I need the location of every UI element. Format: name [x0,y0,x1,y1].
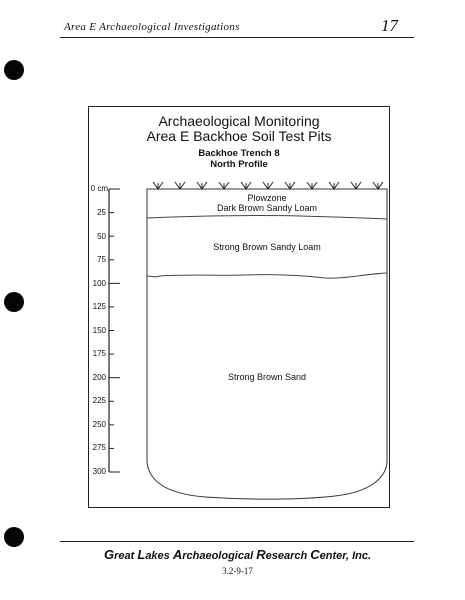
institution-initial: G [103,547,115,562]
grass-symbol [219,182,229,189]
grass-symbol [241,182,251,189]
grass-symbol [285,182,295,189]
page-code: 3.2-9-17 [222,566,253,576]
grass-symbol [153,182,163,189]
scale-label: 250 [92,420,106,429]
page-number: 17 [381,16,398,35]
institution-word-part: esearch [265,550,311,562]
scale-label: 150 [92,326,106,335]
loam-sand-boundary [147,273,387,278]
grass-symbol [197,182,207,189]
figure-subtitle-line1: Backhoe Trench 8 [198,148,280,159]
layer-label-strong-brown-sandy-loam: Strong Brown Sandy Loam [213,242,321,252]
plowzone-boundary [147,216,387,219]
scale-label: 50 [97,232,106,241]
scale-label: 0 cm [90,184,108,193]
grass-symbol [373,182,383,189]
institution-initial: C [310,547,320,562]
figure-title-line1: Archaeological Monitoring [158,113,320,129]
scale-label: 25 [97,208,106,217]
layer-label-strong-brown-sand: Strong Brown Sand [227,372,307,382]
layer-label-plowzone: Plowzone [247,193,287,203]
ground-surface-vegetation [153,182,383,189]
institution-word-part: enter, [319,550,353,562]
scale-label: 100 [92,279,106,288]
figure-title-line2: Area E Backhoe Soil Test Pits [146,128,332,144]
figure-subtitle-line2: North Profile [210,159,268,170]
grass-symbol [351,182,361,189]
scale-label: 275 [92,443,106,452]
depth-scale [109,189,120,472]
scale-label: 125 [92,302,106,311]
scale-label: 300 [92,467,106,476]
institution-initial: L [137,547,146,562]
scale-label: 175 [92,349,106,358]
layer-label-dark-brown-sandy-loam: Dark Brown Sandy Loam [216,203,318,213]
grass-symbol [307,182,317,189]
scale-label: 225 [92,396,106,405]
institution-initial: R [256,547,266,562]
institution-name [60,547,415,562]
grass-symbol [329,182,339,189]
running-title: Area E Archaeological Investigations [64,21,240,33]
institution-word-part: akes [145,550,173,562]
grass-symbol [263,182,273,189]
institution-word-part: rchaeological [182,550,257,562]
institution-suffix: Inc. [352,550,372,562]
institution-initial: A [172,547,183,562]
institution-word-part: reat [114,550,138,562]
scale-label: 200 [92,373,106,382]
scale-label: 75 [97,255,106,264]
footer-rule [60,541,414,542]
trench-outline [147,189,387,499]
grass-symbol [175,182,185,189]
